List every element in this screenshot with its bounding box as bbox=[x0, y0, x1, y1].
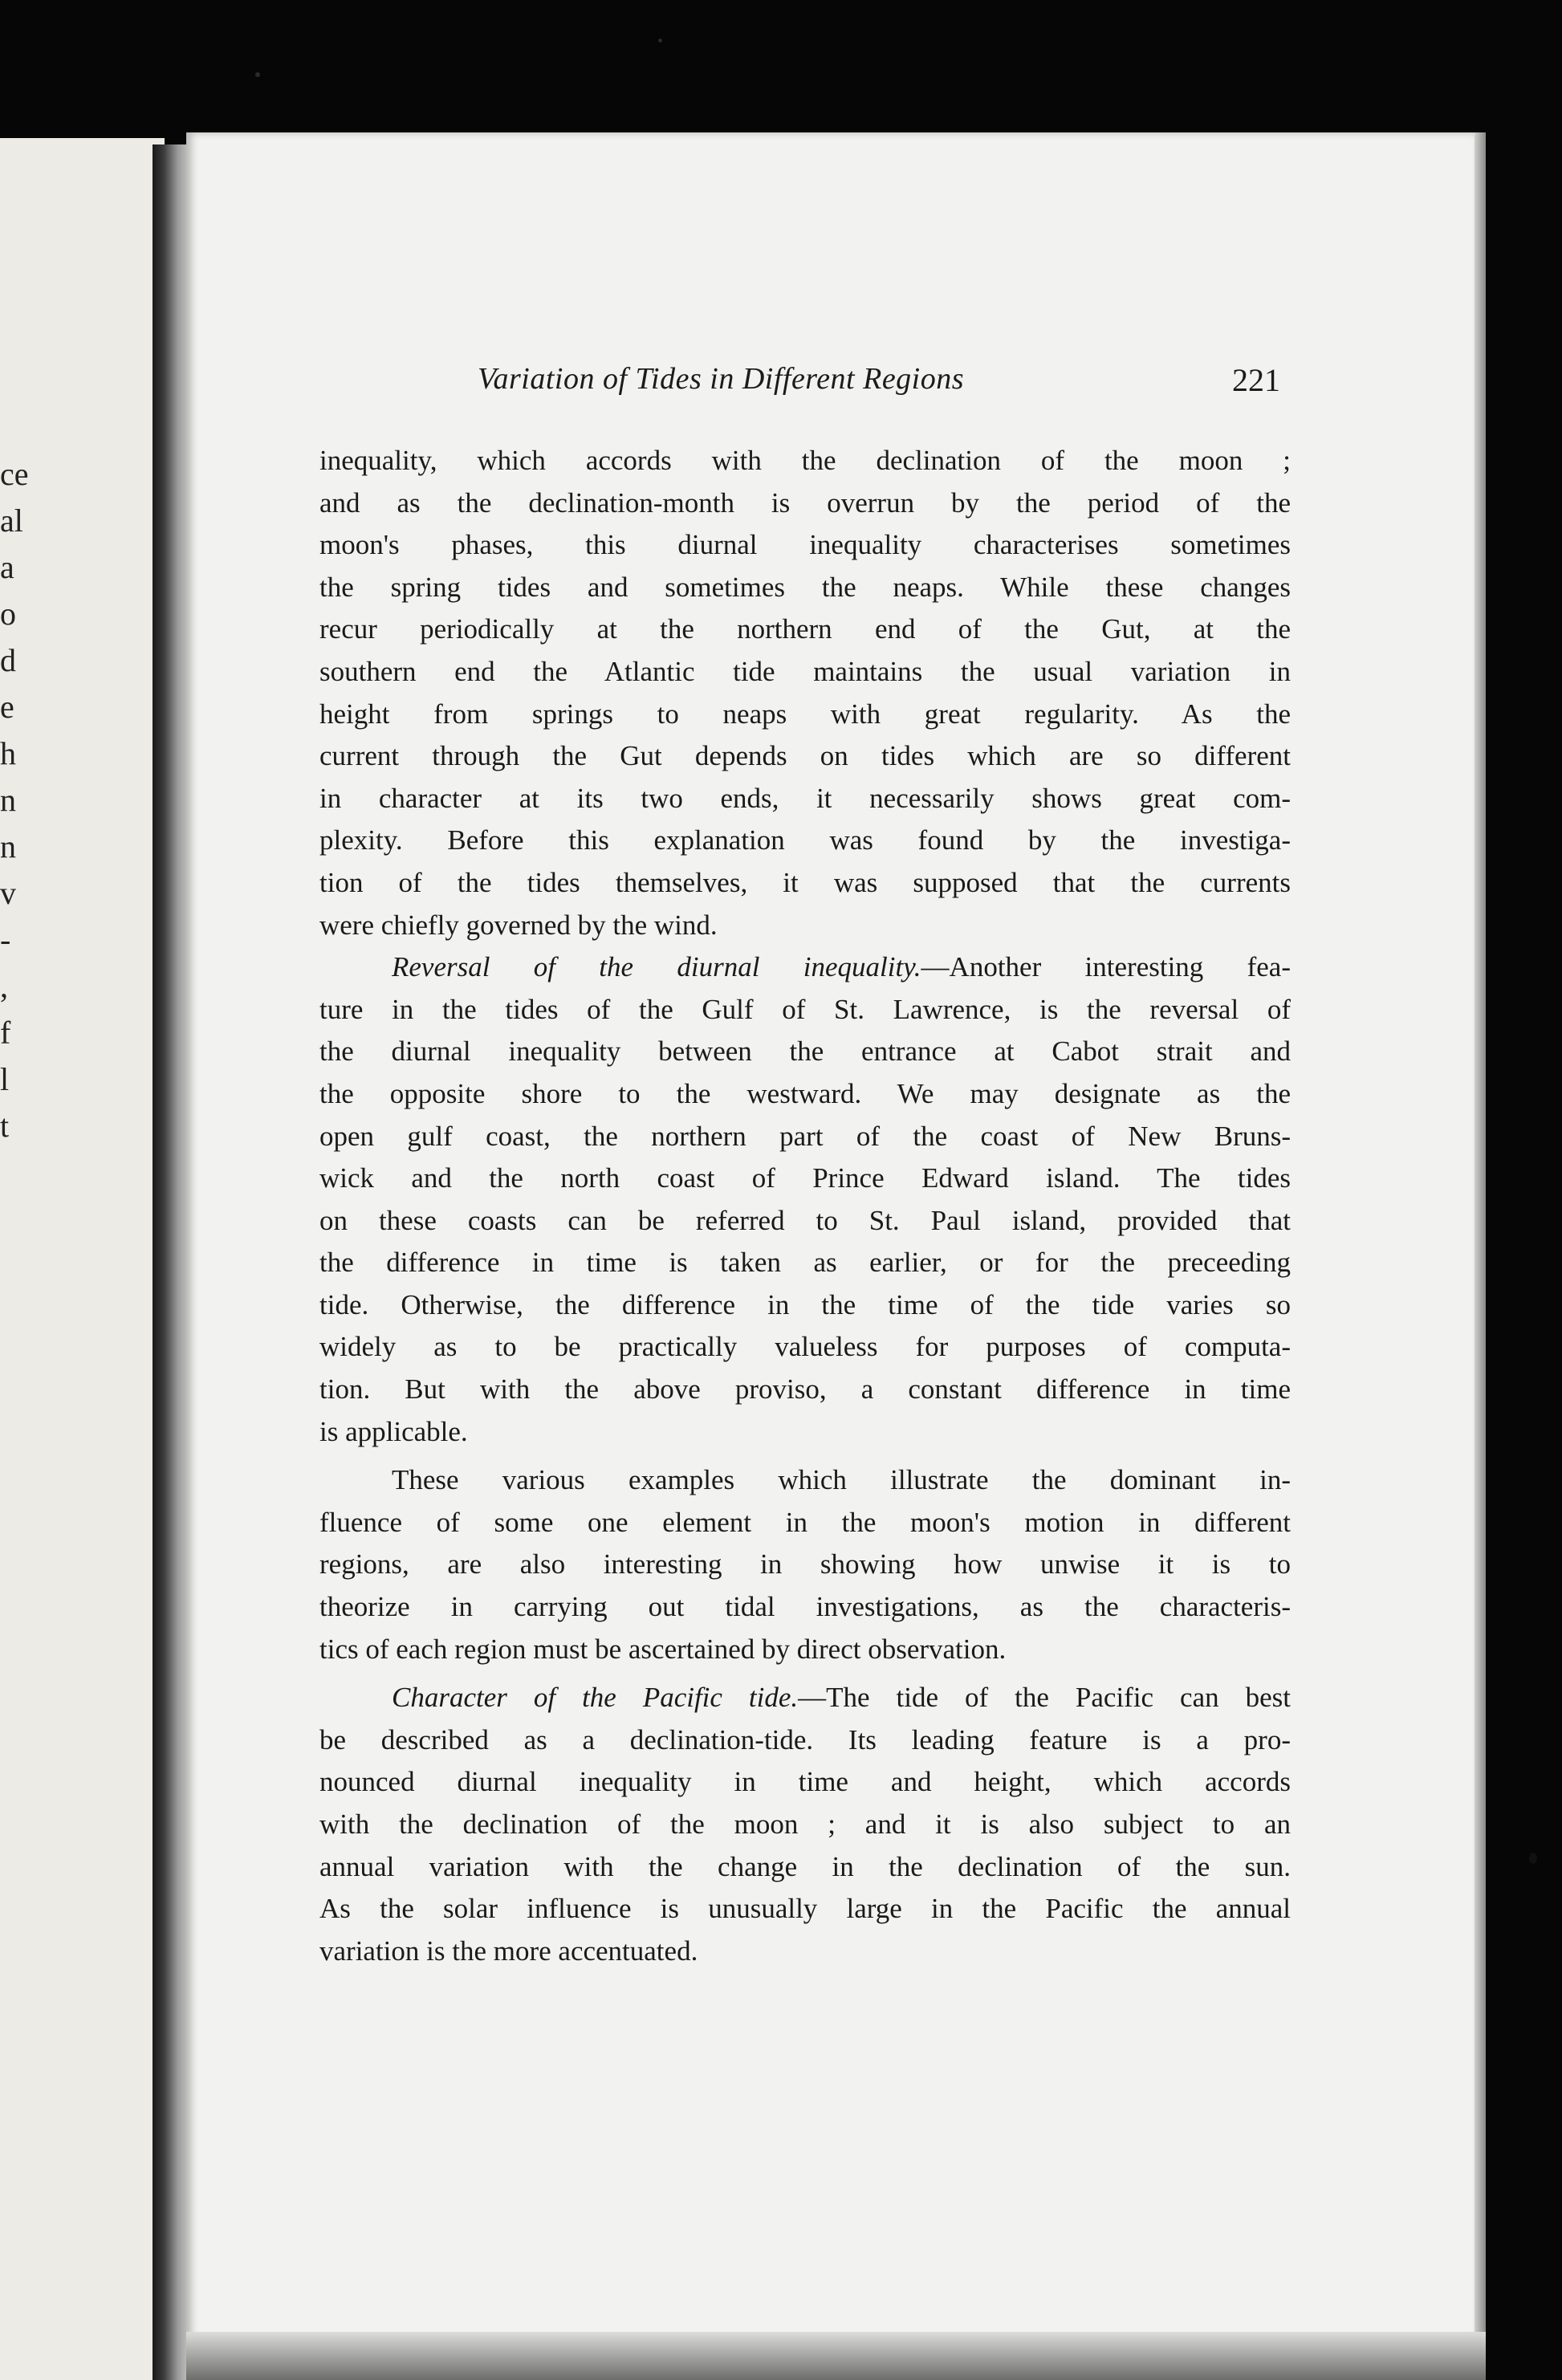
previous-page-text-fragments bbox=[0, 451, 48, 1149]
left-fragment: n bbox=[0, 782, 16, 818]
text-line: tion. But with the above proviso, a constant difference in time bbox=[319, 1373, 1291, 1406]
text-line: were chiefly governed by the wind. bbox=[319, 909, 718, 941]
body-text bbox=[319, 440, 1291, 1972]
text-line: nounced diurnal inequality in time and height, which accords bbox=[319, 1766, 1291, 1798]
text-line bbox=[319, 946, 1291, 989]
text-line: tide. Otherwise, the difference in the time of the tide varies so bbox=[319, 1288, 1291, 1320]
heading-line-rest: —Another interesting fea- bbox=[921, 951, 1291, 983]
text-line: inequality, which accords with the declination of the moon ; bbox=[319, 445, 1291, 476]
previous-page-edge bbox=[0, 138, 165, 2380]
paragraph bbox=[319, 440, 1291, 946]
left-fragment: - bbox=[0, 921, 11, 958]
text-line: is applicable. bbox=[319, 1415, 468, 1447]
left-fragment: h bbox=[0, 735, 16, 771]
text-line: the opposite shore to the westward. We may designate as the bbox=[319, 1077, 1291, 1109]
text-line: in character at its two ends, it necessarily shows great com- bbox=[319, 782, 1291, 814]
text-line: regions, are also interesting in showing how unwise it is to bbox=[319, 1548, 1291, 1581]
section-heading: Reversal of the diurnal inequality. bbox=[392, 951, 921, 983]
left-fragment: ce bbox=[0, 456, 29, 492]
text-line: fluence of some one element in the moon's motion in different bbox=[319, 1506, 1291, 1538]
left-fragment: , bbox=[0, 968, 8, 1004]
text-line: variation is the more accentuated. bbox=[319, 1935, 698, 1967]
text-line: moon's phases, this diurnal inequality characterises sometimes bbox=[319, 529, 1291, 561]
left-fragment: f bbox=[0, 1015, 11, 1051]
left-fragment: a bbox=[0, 549, 14, 585]
left-fragment: e bbox=[0, 689, 14, 725]
dust-speck bbox=[658, 39, 662, 43]
text-line: southern end the Atlantic tide maintains the usual variation in bbox=[319, 655, 1291, 687]
text-line: height from springs to neaps with great regularity. As the bbox=[319, 698, 1291, 730]
text-line: the spring tides and sometimes the neaps. While these changes bbox=[319, 571, 1291, 603]
text-line: ture in the tides of the Gulf of St. Lawrence, is the reversal of bbox=[319, 993, 1291, 1025]
heading-line-rest: —The tide of the Pacific can best bbox=[798, 1682, 1291, 1714]
text-line: tics of each region must be ascertained by direct observation. bbox=[319, 1633, 1007, 1665]
dust-speck bbox=[255, 72, 260, 77]
text-line: the diurnal inequality between the entrance at Cabot strait and bbox=[319, 1035, 1291, 1068]
left-fragment: o bbox=[0, 596, 16, 632]
text-line: open gulf coast, the northern part of the coast of New Bruns- bbox=[319, 1120, 1291, 1152]
text-line: and as the declination-month is overrun by the period of the bbox=[319, 486, 1291, 519]
page-bottom-edge bbox=[186, 2332, 1486, 2380]
text-line: on these coasts can be referred to St. Paul island, provided that bbox=[319, 1204, 1291, 1236]
left-fragment: v bbox=[0, 875, 16, 911]
page-right-edge bbox=[1475, 132, 1486, 2380]
text-line: plexity. Before this explanation was found by the investiga- bbox=[319, 824, 1291, 856]
text-line: tion of the tides themselves, it was supposed that the currents bbox=[319, 866, 1291, 898]
text-line: widely as to be practically valueless for purposes of computa- bbox=[319, 1331, 1291, 1363]
text-line: theorize in carrying out tidal investigations, as the characteris- bbox=[319, 1591, 1291, 1623]
left-fragment: n bbox=[0, 828, 16, 865]
text-line: wick and the north coast of Prince Edward island. The tides bbox=[319, 1162, 1291, 1194]
text-line: with the declination of the moon ; and it is also subject to an bbox=[319, 1808, 1291, 1840]
running-head bbox=[478, 361, 1280, 409]
running-head-title: Variation of Tides in Different Regions bbox=[478, 362, 965, 396]
dust-speck bbox=[1529, 1853, 1537, 1864]
text-line: As the solar influence is unusually large in the Pacific the annual bbox=[319, 1893, 1291, 1925]
text-line: annual variation with the change in the declination of the sun. bbox=[319, 1850, 1291, 1882]
left-fragment: al bbox=[0, 502, 23, 539]
text-line: be described as a declination-tide. Its leading feature is a pro- bbox=[319, 1723, 1291, 1756]
section-heading: Character of the Pacific tide. bbox=[392, 1682, 799, 1714]
paragraph bbox=[319, 946, 1291, 1453]
text-line: recur periodically at the northern end of the Gut, at the bbox=[319, 613, 1291, 645]
text-line: current through the Gut depends on tides which are so different bbox=[319, 740, 1291, 772]
page-number: 221 bbox=[1232, 362, 1280, 398]
left-fragment: l bbox=[0, 1061, 10, 1097]
text-line bbox=[319, 1677, 1291, 1719]
text-line: These various examples which illustrate the dominant in- bbox=[392, 1464, 1291, 1496]
paragraph bbox=[319, 1459, 1291, 1670]
left-fragment: d bbox=[0, 642, 16, 678]
left-fragment: t bbox=[0, 1108, 10, 1144]
text-line: the difference in time is taken as earlier, or for the preceeding bbox=[319, 1247, 1291, 1279]
paragraph bbox=[319, 1677, 1291, 1972]
